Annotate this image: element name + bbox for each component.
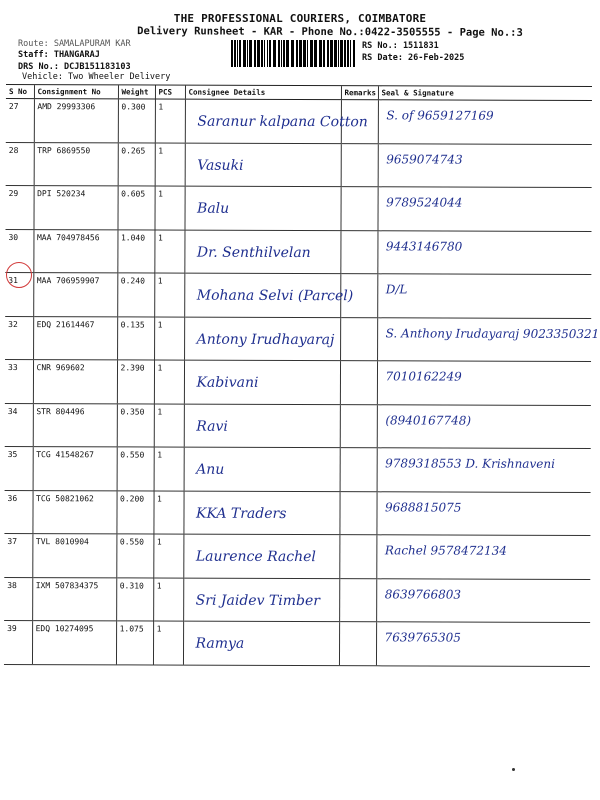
cell-weight-text: 2.390 (120, 363, 145, 373)
cell-pcs-text: 1 (157, 320, 163, 330)
barcode-bar (323, 40, 325, 67)
cell-signature (377, 274, 591, 318)
cell-weight-text: 0.550 (119, 537, 145, 547)
barcode-bar (231, 40, 233, 67)
cell-consignee-text: KKA Traders (195, 505, 287, 522)
col-header-consignment: Consignment No (34, 85, 118, 99)
cell-pcs-text: 1 (157, 363, 163, 373)
cell-signature-text: Rachel 9578472134 (384, 543, 507, 558)
cell-consignee (184, 230, 340, 274)
rs-date: RS Date: 26-Feb-2025 (362, 53, 465, 63)
cell-signature-text: S. of 9659127169 (386, 108, 494, 123)
cell-pcs-text: 1 (158, 189, 163, 199)
cell-weight-text: 0.350 (120, 406, 145, 416)
cell-pcs (153, 534, 183, 578)
cell-consignment-text: AMD 29993306 (37, 102, 96, 112)
col-header-consignee: Consignee Details (185, 85, 341, 100)
cell-weight-text: 0.135 (120, 319, 145, 329)
cell-remarks (339, 491, 376, 535)
cell-sno-text: 31 (8, 276, 18, 286)
cell-signature-text: S. Anthony Irudayaraj 9023350321 (385, 325, 600, 341)
cell-consignee (183, 534, 339, 578)
cell-consignment (32, 577, 116, 621)
cell-consignment (33, 273, 117, 317)
cell-consignment-text: DPI 520234 (37, 189, 86, 199)
cell-weight (117, 186, 154, 230)
table-row (4, 533, 590, 579)
cell-consignee (183, 578, 339, 622)
cell-sno-text: 32 (8, 319, 18, 329)
barcode-bar (249, 40, 252, 67)
table-row (4, 577, 590, 623)
barcode-bar (303, 40, 306, 67)
cell-consignee-text: Balu (197, 200, 230, 217)
cell-weight (118, 99, 155, 143)
cell-remarks (340, 404, 377, 448)
cell-pcs (154, 317, 184, 361)
cell-consignment-text: EDQ 10274095 (35, 624, 94, 634)
cell-signature-text: 7639765305 (384, 630, 461, 645)
cell-consignee-text: Ravi (196, 418, 228, 435)
cell-weight-text: 0.550 (120, 450, 145, 460)
barcode-bar (278, 40, 280, 67)
cell-weight (117, 316, 154, 360)
cell-pcs-text: 1 (158, 102, 164, 112)
cell-signature-text: 9443146780 (385, 238, 463, 254)
cell-consignment (33, 186, 117, 230)
cell-sno-text: 30 (8, 232, 19, 242)
cell-weight (117, 360, 154, 404)
cell-consignee (185, 99, 368, 143)
cell-consignment-text: TRP 6869550 (37, 145, 91, 155)
cell-pcs (154, 447, 184, 491)
barcode-bar (254, 40, 256, 67)
cell-pcs (153, 578, 183, 622)
cell-remarks (339, 622, 376, 666)
cell-pcs-text: 1 (156, 581, 162, 591)
cell-pcs (154, 230, 184, 274)
cell-signature-text: 8639766803 (384, 586, 462, 602)
cell-consignee-text: Dr. Senthilvelan (196, 244, 311, 261)
barcode-bar (299, 40, 302, 67)
cell-weight-text: 0.240 (120, 276, 145, 286)
cell-consignee (184, 360, 340, 404)
cell-consignee-text: Vasuki (197, 157, 244, 174)
cell-pcs-text: 1 (157, 450, 163, 460)
cell-pcs-text: 1 (157, 233, 163, 243)
cell-signature-text: 9789524044 (386, 195, 463, 210)
cell-consignment (32, 490, 116, 534)
col-header-remarks: Remarks (341, 86, 378, 100)
cell-consignment (33, 316, 117, 360)
cell-signature-text: 9659074743 (386, 151, 463, 167)
row-31-circle-mark (6, 262, 32, 288)
barcode-bar (291, 40, 294, 67)
cell-sno (5, 403, 33, 447)
cell-pcs (155, 143, 185, 187)
cell-consignee (184, 317, 340, 361)
barcode-bar (281, 40, 282, 67)
barcode-bar (310, 40, 313, 67)
barcode-bar (286, 40, 289, 67)
cell-sno (5, 446, 33, 490)
table-row (6, 98, 592, 144)
cell-consignee (183, 491, 339, 535)
cell-remarks (339, 578, 376, 622)
table-row (5, 316, 591, 362)
cell-signature-text: 9688815075 (385, 499, 462, 515)
cell-sno-text: 27 (8, 102, 19, 112)
cell-remarks (339, 535, 376, 579)
document-subtitle: Delivery Runsheet - KAR - Phone No.:0422-3505555 - Page No.:3 (137, 25, 523, 39)
barcode-bar (350, 40, 351, 67)
document-title: THE PROFESSIONAL COURIERS, COIMBATORE (173, 12, 427, 25)
cell-consignee-text: Antony Irudhayaraj (196, 331, 335, 348)
cell-weight (117, 403, 154, 447)
col-header-pcs: PCS (155, 85, 185, 99)
cell-remarks (341, 143, 378, 187)
cell-consignee-text: Ramya (195, 635, 245, 652)
cell-sno-text: 38 (7, 580, 17, 590)
cell-consignment-text: IXM 507834375 (35, 580, 99, 590)
barcode-bar (237, 40, 238, 67)
barcode-bar (267, 40, 268, 67)
cell-consignment (33, 447, 117, 491)
cell-pcs (155, 99, 185, 143)
barcode-bar (257, 40, 260, 67)
cell-consignment-text: STR 804496 (36, 406, 85, 416)
cell-weight-text: 0.310 (119, 580, 144, 590)
cell-weight (117, 447, 154, 491)
cell-consignment (33, 360, 117, 404)
cell-consignee (184, 273, 354, 317)
table-row (5, 446, 591, 492)
cell-weight (116, 534, 153, 578)
cell-weight-text: 0.300 (121, 102, 146, 112)
col-header-sno: S No (6, 85, 34, 99)
cell-remarks (340, 317, 377, 361)
table-row (5, 359, 591, 405)
cell-pcs-text: 1 (156, 537, 162, 547)
cell-sno (4, 533, 32, 577)
barcode-bar (261, 40, 263, 67)
barcode-bar (234, 40, 236, 67)
cell-consignee (184, 404, 340, 448)
cell-consignment (34, 142, 118, 186)
cell-pcs-text: 1 (157, 407, 163, 417)
barcode-bar (327, 40, 329, 67)
cell-sno (6, 98, 34, 142)
cell-consignee (185, 143, 341, 187)
cell-remarks (341, 100, 378, 144)
cell-consignment-text: TVL 8010904 (35, 537, 89, 547)
cell-weight-text: 0.605 (121, 189, 146, 199)
table-row (6, 142, 592, 188)
staff-label: Staff: THANGARAJ (18, 50, 100, 60)
cell-weight (116, 621, 153, 665)
cell-remarks (340, 361, 377, 405)
cell-consignee-text: Saranur kalpana Cotton (197, 113, 368, 131)
barcode-bar (314, 40, 317, 67)
barcode-bar (307, 40, 308, 67)
table-row (5, 272, 591, 318)
cell-consignee-text: Laurence Rachel (195, 548, 316, 566)
cell-sno (6, 142, 34, 186)
barcode-bar (269, 40, 271, 67)
cell-sno-text: 28 (8, 145, 19, 155)
cell-pcs-text: 1 (157, 276, 163, 286)
cell-sno (5, 316, 33, 360)
cell-consignee (184, 186, 340, 230)
barcode-bar (344, 40, 346, 67)
cell-pcs-text: 1 (156, 624, 162, 634)
cell-pcs (154, 360, 184, 404)
runsheet-table (4, 84, 600, 667)
cell-remarks (340, 448, 377, 492)
barcode-bar (239, 40, 241, 67)
table-row (5, 185, 591, 231)
cell-signature (377, 448, 591, 492)
cell-weight-text: 0.265 (121, 145, 146, 155)
barcode-bar (273, 40, 276, 67)
barcode-bar (319, 40, 322, 67)
cell-consignee-text: Mohana Selvi (Parcel) (196, 287, 354, 305)
cell-sno-text: 37 (7, 537, 18, 547)
table-row (5, 403, 591, 449)
cell-signature (377, 230, 591, 274)
cell-sno-text: 39 (7, 624, 17, 634)
cell-sno-text: 36 (7, 493, 18, 503)
table-row (5, 229, 591, 275)
cell-signature (377, 317, 600, 361)
cell-remarks (340, 187, 377, 231)
cell-consignment-text: CNR 969602 (36, 363, 85, 373)
cell-consignee (183, 621, 339, 665)
cell-consignment-text: TCG 41548267 (36, 450, 95, 460)
barcode-bar (334, 40, 337, 67)
cell-signature (378, 100, 592, 144)
cell-signature-text: 7010162249 (385, 369, 462, 384)
cell-weight (116, 577, 153, 621)
cell-weight (116, 490, 153, 534)
cell-sno-text: 33 (7, 363, 18, 373)
cell-signature-text: 9789318553 D. Krishnaveni (385, 456, 555, 471)
cell-consignment (33, 403, 117, 447)
cell-sno-text: 34 (7, 406, 18, 416)
cell-consignee-text: Sri Jaidev Timber (195, 592, 321, 609)
cell-consignment (34, 99, 118, 143)
cell-weight-text: 1.075 (119, 624, 144, 634)
cell-weight (117, 229, 154, 273)
cell-signature (376, 535, 590, 579)
cell-sno (4, 577, 32, 621)
cell-weight (117, 273, 154, 317)
route-label: Route: SAMALAPURAM KAR (18, 39, 131, 49)
barcode-bar (338, 40, 339, 67)
cell-consignment (32, 534, 116, 578)
barcode-bar (347, 40, 349, 67)
barcode-bar (340, 40, 343, 67)
rs-number: RS No.: 1511831 (362, 41, 439, 51)
cell-weight-text: 0.200 (120, 493, 145, 503)
cell-consignment (33, 229, 117, 273)
cell-pcs (154, 186, 184, 230)
cell-sno-text: 29 (8, 189, 19, 199)
barcode-image (231, 40, 356, 67)
drs-number: DRS No.: DCJB151183103 (18, 62, 131, 72)
barcode-bar (296, 40, 298, 67)
cell-consignment-text: MAA 704978456 (36, 232, 100, 242)
cell-remarks (340, 274, 377, 318)
cell-consignee (184, 447, 340, 491)
cell-signature (378, 143, 592, 187)
cell-pcs (154, 273, 184, 317)
cell-signature (376, 578, 590, 622)
cell-signature (377, 187, 591, 231)
cell-consignment-text: EDQ 21614467 (36, 319, 95, 329)
barcode-bar (264, 40, 265, 67)
cell-sno (4, 620, 32, 664)
cell-pcs (153, 621, 183, 665)
table-row (4, 490, 590, 536)
table-row (4, 620, 590, 666)
cell-pcs (153, 491, 183, 535)
cell-sno (5, 359, 33, 403)
cell-pcs-text: 1 (157, 494, 162, 504)
cell-sno (5, 185, 33, 229)
barcode-bar (353, 40, 355, 67)
vehicle-label: Vehicle: Two Wheeler Delivery (22, 72, 171, 82)
cell-sno (4, 490, 32, 534)
cell-pcs (154, 404, 184, 448)
barcode-bar (283, 40, 285, 67)
cell-signature (377, 404, 591, 448)
stray-dot (512, 768, 515, 771)
cell-signature-text: D/L (385, 282, 408, 297)
col-header-signature: Seal & Signature (378, 86, 592, 101)
barcode-bar (243, 40, 246, 67)
cell-sno-text: 35 (7, 450, 18, 460)
cell-pcs-text: 1 (158, 146, 164, 156)
cell-signature (376, 491, 590, 535)
cell-consignment (32, 621, 116, 665)
cell-signature (377, 361, 591, 405)
cell-consignee-text: Kabivani (196, 374, 259, 391)
cell-consignment-text: MAA 706959907 (36, 276, 100, 286)
cell-signature (376, 622, 590, 666)
cell-weight-text: 1.040 (120, 232, 146, 242)
cell-consignee-text: Anu (196, 461, 225, 478)
cell-signature-text: (8940167748) (385, 412, 472, 428)
cell-consignment-text: TCG 50821062 (36, 493, 94, 503)
cell-remarks (340, 230, 377, 274)
col-header-weight: Weight (118, 85, 155, 99)
cell-weight (118, 142, 155, 186)
barcode-bar (330, 40, 333, 67)
barcode-bar (247, 40, 248, 67)
